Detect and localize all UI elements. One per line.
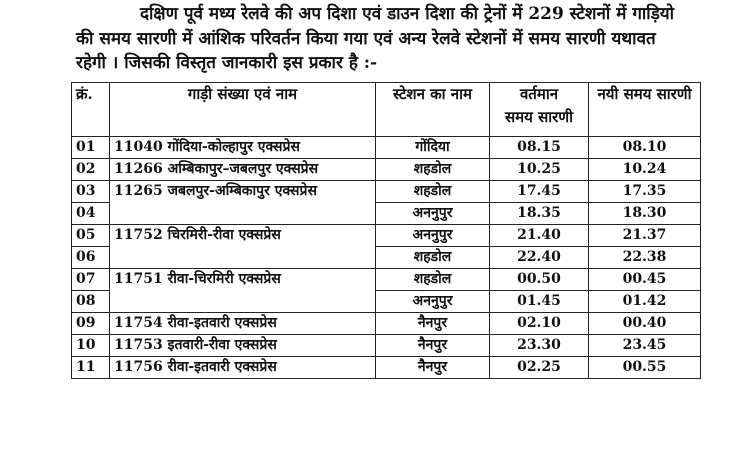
table-row [72,357,701,379]
cell-train: 11040 गोंदिया-कोल्हापुर एक्सप्रेस [110,137,376,159]
table-header-row [72,83,701,137]
cell-serial: 02 [72,159,110,181]
cell-current-time: 18.35 [490,203,589,225]
cell-train: 11754 रीवा-इतवारी एक्सप्रेस [110,313,376,335]
cell-new-time: 00.55 [589,357,701,379]
header-station-name: स्टेशन का नाम [376,83,490,137]
intro-line-1: दक्षिण पूर्व मध्य रेलवे की अप दिशा एवं डाउन दिशा की ट्रेनों में 229 स्टेशनों में गाड़ियो [140,4,675,24]
cell-train: 11751 रीवा-चिरमिरी एक्सप्रेस [110,269,376,313]
cell-station: अननुपुर [376,291,490,313]
cell-station: अननुपुर [376,225,490,247]
cell-train: 11752 चिरमिरी-रीवा एक्सप्रेस [110,225,376,269]
cell-station: शहडोल [376,159,490,181]
cell-new-time: 00.40 [589,313,701,335]
table-row [72,225,701,247]
cell-serial: 08 [72,291,110,313]
cell-current-time: 21.40 [490,225,589,247]
cell-current-time: 00.50 [490,269,589,291]
cell-new-time: 23.45 [589,335,701,357]
cell-train: 11266 अम्बिकापुर–जबलपुर एक्सप्रेस [110,159,376,181]
table-row [72,137,701,159]
cell-current-time: 17.45 [490,181,589,203]
header-current-line-1: वर्तमान [519,85,559,103]
timetable-change-table [71,82,701,379]
intro-line-2: की समय सारणी में आंशिक परिवर्तन किया गया एवं अन्य रेलवे स्टेशनों में समय सारणी यथावत [76,28,656,49]
cell-train: 11265 जबलपुर-अम्बिकापुर एक्सप्रेस [110,181,376,225]
cell-train: 11753 इतवारी-रीवा एक्सप्रेस [110,335,376,357]
cell-new-time: 22.38 [589,247,701,269]
table-row [72,335,701,357]
cell-new-time: 01.42 [589,291,701,313]
header-new-timetable: नयी समय सारणी [589,83,701,137]
cell-serial: 09 [72,313,110,335]
cell-serial: 04 [72,203,110,225]
cell-current-time: 02.25 [490,357,589,379]
cell-station: नैनपुर [376,335,490,357]
cell-new-time: 00.45 [589,269,701,291]
cell-serial: 01 [72,137,110,159]
table-row [72,181,701,203]
intro-paragraph [76,2,716,76]
cell-current-time: 02.10 [490,313,589,335]
header-train-number-name: गाड़ी संख्या एवं नाम [110,83,376,137]
table-row [72,313,701,335]
cell-serial: 11 [72,357,110,379]
cell-serial: 07 [72,269,110,291]
intro-line-3: रहेगी । जिसकी विस्तृत जानकारी इस प्रकार है :- [76,53,378,73]
table-row [72,269,701,291]
cell-station: शहडोल [376,181,490,203]
cell-current-time: 22.40 [490,247,589,269]
cell-current-time: 01.45 [490,291,589,313]
cell-new-time: 17.35 [589,181,701,203]
cell-current-time: 23.30 [490,335,589,357]
cell-station: शहडोल [376,247,490,269]
cell-current-time: 08.15 [490,137,589,159]
cell-new-time: 18.30 [589,203,701,225]
table-row [72,159,701,181]
cell-station: नैनपुर [376,357,490,379]
cell-station: गोंदिया [376,137,490,159]
header-current-line-2: समय सारणी [505,108,573,126]
cell-new-time: 10.24 [589,159,701,181]
cell-train: 11756 रीवा-इतवारी एक्सप्रेस [110,357,376,379]
cell-serial: 05 [72,225,110,247]
cell-station: नैनपुर [376,313,490,335]
cell-serial: 03 [72,181,110,203]
header-serial-number: क्रं. [72,83,110,137]
cell-serial: 10 [72,335,110,357]
cell-current-time: 10.25 [490,159,589,181]
cell-serial: 06 [72,247,110,269]
cell-station: शहडोल [376,269,490,291]
cell-station: अननुपुर [376,203,490,225]
header-current-timetable [490,83,589,137]
cell-new-time: 21.37 [589,225,701,247]
cell-new-time: 08.10 [589,137,701,159]
